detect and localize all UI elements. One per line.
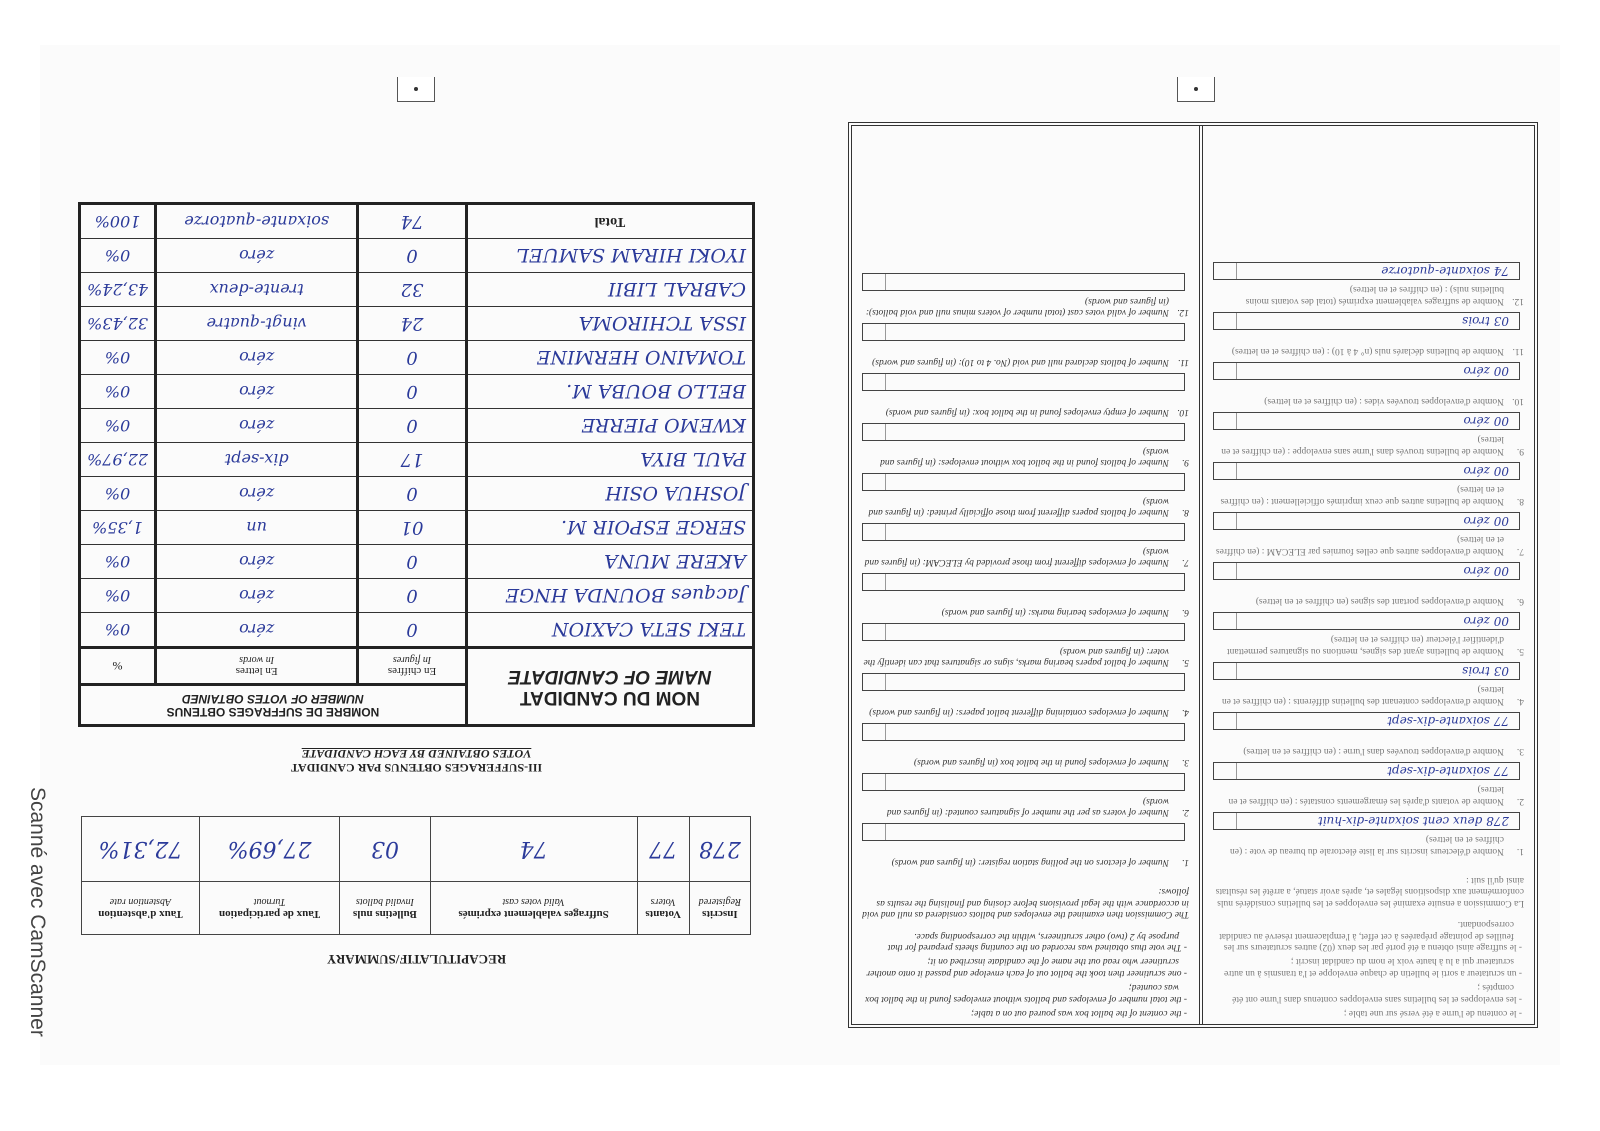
item-value-field[interactable] <box>862 523 1185 541</box>
intro-bullet: - The vote thus obtained was recorded on the counting sheets prepared for that purpose by 2 (two) other scrutineers, within the corresponding space. <box>887 930 1187 953</box>
votes-in-words: trente-deux <box>156 273 358 307</box>
votes-in-figures: 0 <box>358 579 467 613</box>
votes-in-figures: 24 <box>358 307 467 341</box>
item-value-field[interactable] <box>862 473 1185 491</box>
item-label: Number of envelopes bearing marks: (in figures and words) <box>941 607 1169 618</box>
item-label: Number of ballots papers different from those officially printed: (in figures and words) <box>868 495 1169 518</box>
result-item <box>1213 412 1524 456</box>
item-label: Nombre de suffrages valablement exprimés (total des votants moins bulletins nuls) : (en chiffres et en lettres) <box>1245 284 1504 306</box>
words-header <box>156 648 358 685</box>
words-header-en: In words <box>239 654 275 666</box>
item-number: 9. <box>1181 457 1189 468</box>
votes-in-figures: 0 <box>358 341 467 375</box>
camscanner-watermark: Scanné avec CamScanner <box>26 787 49 1037</box>
french-column <box>1199 126 1534 1024</box>
candidate-row <box>80 477 754 511</box>
votes-in-words: dix-sept <box>156 443 358 477</box>
item-value: 00 zéro <box>1236 413 1519 429</box>
item-value: 00 zéro <box>1236 463 1519 479</box>
summary-value-valid-votes: 74 <box>430 817 637 882</box>
item-number: 3. <box>1516 745 1524 756</box>
intro-bullet: - un scrutateur a sorti le bulletin de chaque enveloppe et l'a transmis à un autre scrutateur qui a lu à haute voix le nom du candidat inscrit ; <box>1224 956 1522 978</box>
item-value: 03 trois <box>1236 313 1519 329</box>
vote-percentage: 0% <box>80 545 156 579</box>
result-item <box>1213 362 1524 406</box>
item-label: Nombre d'enveloppes contenant des bulletins différents : (en chiffres et en lettres) <box>1221 684 1504 706</box>
item-value-field[interactable] <box>1213 262 1520 280</box>
result-item <box>1213 812 1524 856</box>
vote-percentage: 32,43% <box>80 307 156 341</box>
item-value-field[interactable] <box>862 573 1185 591</box>
candidate-name: ISSA TCHIROMA <box>466 307 753 341</box>
votes-in-words: zéro <box>156 545 358 579</box>
candidate-row <box>80 239 754 273</box>
item-value <box>885 774 1184 790</box>
item-value-field[interactable] <box>862 323 1185 341</box>
item-number: 3. <box>1181 757 1189 768</box>
result-item <box>862 773 1189 817</box>
summary-title: RECAPITULATIF/SUMMARY <box>326 952 507 967</box>
candidate-name: AKERE MUNA <box>466 545 753 579</box>
vote-percentage: 0% <box>80 375 156 409</box>
item-number: 11. <box>1177 357 1189 368</box>
result-item <box>862 423 1189 467</box>
votes-section-title <box>78 746 755 775</box>
result-item <box>862 523 1189 567</box>
results-page <box>78 180 755 975</box>
item-label: Number of ballots declared null and void (No. 4 to 10): (in figures and words) <box>872 357 1169 368</box>
item-label: Nombre de bulletins déclarés nuls (n° 4 à 10) : (en chiffres et en lettres) <box>1231 345 1504 356</box>
votes-in-words: zéro <box>156 477 358 511</box>
item-label: Number of valid votes cast (total number of voters minus null and void ballots): (in figures and words) <box>865 295 1169 318</box>
item-label: Nombre de bulletins autres que ceux imprimés officiellement : (en chiffres et en lettres) <box>1220 484 1504 506</box>
name-column-header <box>466 648 753 726</box>
summary-value-turnout: 27,69% <box>199 817 339 882</box>
item-number: 11. <box>1512 345 1524 356</box>
votes-title-en: VOTES OBTAINED BY EACH CANDIDATE <box>301 746 532 761</box>
votes-in-words: zéro <box>156 341 358 375</box>
summary-value-registered: 278 <box>689 817 750 882</box>
item-value-field[interactable] <box>862 423 1185 441</box>
item-value-field[interactable] <box>862 273 1185 291</box>
item-value-field[interactable] <box>862 773 1185 791</box>
summary-header-fr: Inscrits <box>702 908 738 921</box>
summary-header-fr: Votants <box>645 908 681 921</box>
result-item <box>862 573 1189 617</box>
candidate-row <box>80 307 754 341</box>
item-value <box>885 824 1184 840</box>
result-item <box>1213 462 1524 506</box>
result-item <box>862 723 1189 767</box>
item-value <box>885 724 1184 740</box>
summary-header-fr: Bulletins nuls <box>353 908 417 921</box>
percent-header: % <box>80 648 156 685</box>
vote-percentage: 0% <box>80 579 156 613</box>
name-header-en: NAME OF CANDIDATE <box>508 666 712 688</box>
votes-in-figures: 0 <box>358 613 467 648</box>
item-value <box>885 524 1184 540</box>
candidate-name: SERGE ESPOIR M. <box>466 511 753 545</box>
item-value-field[interactable] <box>862 373 1185 391</box>
votes-in-figures: 01 <box>358 511 467 545</box>
votes-in-figures: 32 <box>358 273 467 307</box>
total-words: soixante-quatorze <box>156 204 358 239</box>
votes-in-figures: 17 <box>358 443 467 477</box>
result-item <box>1213 712 1524 756</box>
item-number: 6. <box>1516 595 1524 606</box>
item-value <box>885 574 1184 590</box>
votes-in-figures: 0 <box>358 545 467 579</box>
item-value: 74 soixante-quatorze <box>1236 263 1519 279</box>
votes-in-words: un <box>156 511 358 545</box>
candidate-row <box>80 545 754 579</box>
summary-header-en: Voters <box>650 896 676 908</box>
summary-header-en: Turnout <box>253 896 286 908</box>
item-number: 10. <box>1177 407 1189 418</box>
summary-header-invalid-ballots <box>340 882 430 935</box>
result-item <box>1213 262 1524 306</box>
item-value-field[interactable] <box>1213 762 1520 780</box>
votes-header-fr: NOMBRE DE SUFFRAGES OBTENUS <box>166 705 380 720</box>
intro-paragraph: La Commission a ensuite examiné les enveloppes et les bulletins considérés nuls conformément aux dispositions légales et, après avoir statué, a arrêté les résultats ainsi qu'il suit : <box>1215 875 1524 908</box>
result-item <box>862 273 1189 317</box>
summary-value-invalid-ballots: 03 <box>340 817 430 882</box>
candidate-row <box>80 443 754 477</box>
item-value <box>885 424 1184 440</box>
item-value: 00 zéro <box>1236 563 1519 579</box>
result-item <box>862 473 1189 517</box>
summary-table <box>81 816 751 935</box>
votes-title-fr: III-SUFFERAGES OBTENUS PAR CANDIDAT <box>290 761 543 775</box>
item-value: 77 soixante-dix-sept <box>1236 763 1519 779</box>
intro-bullet: - les enveloppes et les bulletins sans enveloppes contenus dans l'urne ont été comptés ; <box>1232 982 1522 1004</box>
item-value-field[interactable] <box>1213 662 1520 680</box>
result-item <box>862 623 1189 667</box>
item-label: Nombre d'électeurs inscrits sur la liste électorale du bureau de vote : (en chiffres et en lettres) <box>1230 834 1504 856</box>
figures-header <box>358 648 467 685</box>
item-value: 03 trois <box>1236 663 1519 679</box>
votes-header-en: NUMBER OF VOTES OBTAINED <box>182 692 364 706</box>
vote-percentage: 43,24% <box>80 273 156 307</box>
summary-header-fr: Taux d'abstention <box>98 908 183 921</box>
item-value: 00 zéro <box>1236 513 1519 529</box>
candidate-name: JOSHUA OSIH <box>466 477 753 511</box>
item-value-field[interactable] <box>862 823 1185 841</box>
candidate-row <box>80 613 754 648</box>
item-number: 9. <box>1516 445 1524 456</box>
page-corner-marker <box>397 77 435 102</box>
candidate-name: TEKI SETA CAXION <box>466 613 753 648</box>
item-number: 7. <box>1181 557 1189 568</box>
votes-in-words: zéro <box>156 613 358 648</box>
item-value <box>885 324 1184 340</box>
item-number: 2. <box>1181 807 1189 818</box>
item-number: 1. <box>1181 857 1189 868</box>
candidate-row <box>80 341 754 375</box>
item-value-field[interactable] <box>1213 812 1520 830</box>
candidate-name: PAUL BIYA <box>466 443 753 477</box>
vote-percentage: 0% <box>80 613 156 648</box>
candidate-name: BELLO BOUBA M. <box>466 375 753 409</box>
intro-fr <box>1213 874 1524 1018</box>
item-value-field[interactable] <box>1213 312 1520 330</box>
intro-en <box>862 885 1189 1018</box>
intro-paragraph: The Commission then examined the envelopes and ballots considered as null and void in accordance with the legal provisions before closing and finalising the results as follows: <box>862 886 1189 920</box>
result-item <box>862 823 1189 867</box>
item-value-field[interactable] <box>1213 412 1520 430</box>
item-label: Number of ballot papers bearing marks, signs or signatures that can identify the voter: (in figures and words) <box>863 645 1169 668</box>
intro-bullet: - the total number of envelopes and ballots without envelopes found in the ballot box was counted; <box>865 982 1187 1004</box>
result-item <box>1213 662 1524 706</box>
summary-header-turnout <box>199 882 339 935</box>
result-item <box>862 373 1189 417</box>
candidate-name: CABRAL LIBII <box>466 273 753 307</box>
item-number: 5. <box>1516 645 1524 656</box>
result-item <box>862 673 1189 717</box>
candidate-name: TOMAINO HERMINE <box>466 341 753 375</box>
item-label: Nombre de bulletins trouvés dans l'urne sans enveloppe : (en chiffres et en lettres) <box>1221 434 1504 456</box>
candidate-row <box>80 375 754 409</box>
votes-column-header <box>80 685 467 726</box>
votes-in-figures: 0 <box>358 409 467 443</box>
summary-header-registered <box>689 882 750 935</box>
summary-value-voters: 77 <box>637 817 689 882</box>
intro-bullet: - le contenu de l'urne a été versé sur une table ; <box>1343 1008 1522 1018</box>
item-number: 8. <box>1516 495 1524 506</box>
votes-in-words: zéro <box>156 239 358 273</box>
candidate-row <box>80 579 754 613</box>
votes-in-words: zéro <box>156 409 358 443</box>
item-value: 278 deux cent soixante-dix-huit <box>1236 813 1519 829</box>
votes-in-figures: 0 <box>358 239 467 273</box>
item-value: 77 soixante-dix-sept <box>1236 713 1519 729</box>
item-value-field[interactable] <box>1213 462 1520 480</box>
result-item <box>862 323 1189 367</box>
summary-value-abstention-rate: 72,31% <box>82 817 200 882</box>
item-label: Number of electors on the polling station register: (in figures and words) <box>891 857 1169 868</box>
summary-header-en: Abstention rate <box>109 896 172 908</box>
item-label: Nombre d'enveloppes portant des signes (en chiffres et en lettres) <box>1255 595 1504 606</box>
votes-in-words: vingt-quatre <box>156 307 358 341</box>
item-value: 00 zéro <box>1236 363 1519 379</box>
summary-header-valid-votes <box>430 882 637 935</box>
summary-header-en: Registered <box>698 896 742 908</box>
figures-header-en: In figures <box>392 654 432 666</box>
item-value <box>885 274 1184 290</box>
item-number: 5. <box>1181 657 1189 668</box>
candidate-name: KWEMO PIERRE <box>466 409 753 443</box>
item-value-field[interactable] <box>862 623 1185 641</box>
item-number: 12. <box>1512 295 1524 306</box>
item-number: 12. <box>1177 307 1189 318</box>
vote-percentage: 0% <box>80 341 156 375</box>
summary-header-en: Valid votes cast <box>502 896 565 908</box>
item-number: 1. <box>1516 845 1524 856</box>
total-figures: 74 <box>358 204 467 239</box>
votes-in-words: zéro <box>156 579 358 613</box>
intro-bullet: - one scrutineer then took the ballot out of each envelope and passed it onto another scrutineer who read out the name of the candidate inscribed on it; <box>866 956 1187 978</box>
votes-in-figures: 0 <box>358 375 467 409</box>
name-header-fr: NOM DU CANDIDAT <box>519 687 700 709</box>
votes-in-words: zéro <box>156 375 358 409</box>
candidate-row <box>80 409 754 443</box>
item-number: 7. <box>1516 545 1524 556</box>
item-value-field[interactable] <box>1213 362 1520 380</box>
item-number: 4. <box>1516 695 1524 706</box>
candidate-row <box>80 273 754 307</box>
vote-percentage: 22,97% <box>80 443 156 477</box>
item-label: Number of envelopes found in the ballot box (in figures and words) <box>914 757 1169 768</box>
item-number: 10. <box>1512 395 1524 406</box>
item-label: Nombre de votants d'après les émargements constatés : (en chiffres et en lettres) <box>1228 784 1504 806</box>
total-label: Total <box>466 204 753 239</box>
item-value-field[interactable] <box>862 723 1185 741</box>
vote-percentage: 0% <box>80 409 156 443</box>
item-value <box>885 674 1184 690</box>
item-number: 6. <box>1181 607 1189 618</box>
item-value <box>885 474 1184 490</box>
intro-bullet: - the content of the ballot box was poured out on a table; <box>970 1008 1187 1018</box>
item-number: 4. <box>1181 707 1189 718</box>
item-value-field[interactable] <box>1213 612 1520 630</box>
result-item <box>1213 312 1524 356</box>
item-label: Nombre d'enveloppes autres que celles fournies par ELECAM : (en chiffres et en lettres) <box>1215 534 1504 556</box>
result-item <box>1213 562 1524 606</box>
item-number: 8. <box>1181 507 1189 518</box>
item-value <box>885 624 1184 640</box>
candidate-row <box>80 511 754 545</box>
item-value <box>885 374 1184 390</box>
candidate-name: Jacques BOUNDA HNGE <box>466 579 753 613</box>
votes-in-figures: 0 <box>358 477 467 511</box>
vote-percentage: 0% <box>80 239 156 273</box>
item-label: Number of voters as per the number of signatures counted: (in figures and words) <box>886 795 1169 818</box>
vote-percentage: 1,35% <box>80 511 156 545</box>
item-label: Nombre d'enveloppes trouvées dans l'urne : (en chiffres et en lettres) <box>1243 745 1504 756</box>
english-column <box>852 126 1199 1024</box>
words-header-fr: En lettres <box>235 665 278 678</box>
minutes-page <box>848 122 1538 1028</box>
item-label: Nombre de bulletins ayant des signes, mentions ou signatures permettant d'identifier l'électeur (en chiffres et en lettres) <box>1226 634 1504 656</box>
candidates-table <box>78 202 755 727</box>
item-value-field[interactable] <box>862 673 1185 691</box>
item-label: Number of envelopes different from those provided by ELECAM: (in figures and words) <box>864 545 1169 568</box>
item-number: 2. <box>1516 795 1524 806</box>
item-value-field[interactable] <box>1213 712 1520 730</box>
summary-header-fr: Suffrages valablement exprimés <box>458 908 609 921</box>
candidate-name: IYOKI HIRAM SAMUEL <box>466 239 753 273</box>
result-item <box>1213 762 1524 806</box>
item-label: Number of envelopes containing different ballot papers: (in figures and words) <box>869 707 1169 718</box>
figures-header-fr: En chiffres <box>387 665 437 678</box>
page-corner-marker <box>1177 77 1215 102</box>
summary-header-fr: Taux de participation <box>219 908 321 921</box>
result-item <box>1213 512 1524 556</box>
intro-bullet: - le suffrage ainsi obtenu a été porté par les deux (02) autres scrutateurs sur les feuilles de pointage préparées à cet effet, à l'emplacement réservé au candidat correspondant. <box>1219 919 1522 953</box>
item-label: Nombre d'enveloppes trouvées vides : (en chiffres et en lettres) <box>1264 395 1504 406</box>
total-percent: 100% <box>80 204 156 239</box>
item-label: Number of ballots found in the ballot box without envelopes: (in figures and words) <box>880 445 1169 468</box>
item-value: 00 zéro <box>1236 613 1519 629</box>
item-label: Number of empty envelopes found in the ballot box: (in figures and words) <box>885 407 1169 418</box>
summary-header-en: Invalid ballots <box>355 896 414 908</box>
total-row <box>80 204 754 239</box>
item-value-field[interactable] <box>1213 562 1520 580</box>
vote-percentage: 0% <box>80 477 156 511</box>
summary-header-abstention-rate <box>82 882 200 935</box>
result-item <box>1213 612 1524 656</box>
summary-header-voters <box>637 882 689 935</box>
item-value-field[interactable] <box>1213 512 1520 530</box>
